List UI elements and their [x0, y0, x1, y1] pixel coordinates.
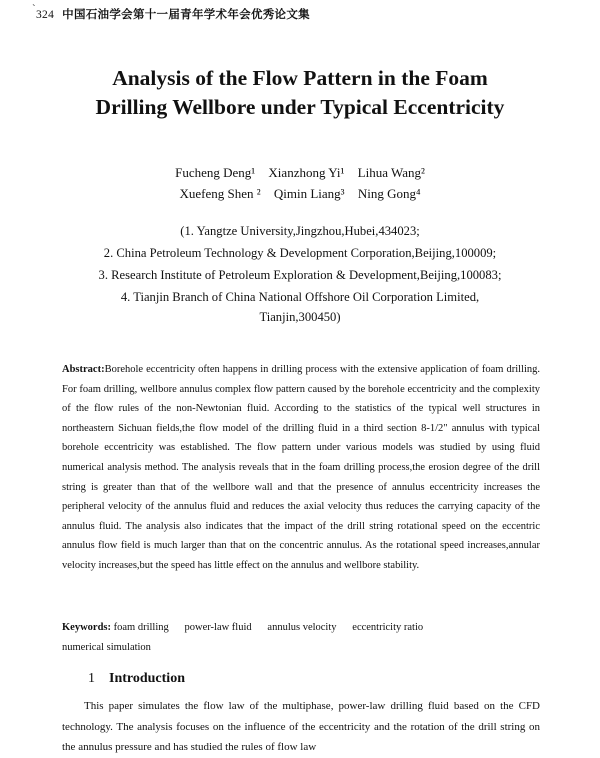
- section-heading-introduction: [88, 671, 185, 687]
- page-number-value: 324: [36, 9, 55, 21]
- abstract-label: Abstract:: [62, 364, 105, 375]
- running-head: [32, 3, 310, 22]
- section-title: Introduction: [109, 671, 185, 686]
- affiliation-line: 2. China Petroleum Technology & Development Corporation,Beijing,100009;: [103, 246, 497, 260]
- page-number-tick: `: [32, 3, 36, 15]
- keyword: foam drilling: [113, 622, 169, 633]
- abstract: [62, 360, 540, 576]
- affiliation-line: (1. Yangtze University,Jingzhou,Hubei,434023;: [180, 224, 420, 238]
- author: Fucheng Deng¹: [175, 165, 256, 180]
- authors-line-1: [0, 163, 600, 182]
- affiliation-line: 3. Research Institute of Petroleum Exploration & Development,Beijing,100083;: [98, 268, 502, 282]
- affiliation-line: Tianjin,300450): [259, 310, 341, 324]
- page-number: [32, 3, 55, 21]
- author: Ning Gong⁴: [357, 186, 421, 201]
- paper-title-line-1: Analysis of the Flow Pattern in the Foam: [112, 66, 488, 90]
- author: Lihua Wang²: [357, 165, 425, 180]
- section-number: 1: [88, 671, 95, 686]
- abstract-text: Borehole eccentricity often happens in drilling process with the extensive application of foam drilling. For foam drilling, wellbore annulus complex flow pattern caused by the borehole eccentricity and the complexity of the flow rules of the non-Newtonian fluid. According to the statistics of the typical well structures in northeastern Sichuan fields,the flow model of the drilling fluid in a third section 8-1/2" annulus with typical borehole eccentricity was established. The flow pattern under various models was studied by using fluid numerical analysis method. The analysis reveals that in the foam drilling process,the erosion degree of the drill string is greater than that of the wellbore wall and that the presence of annulus eccentricity increases the peripheral velocity of the annulus fluid and reduces the axial velocity thus reduces the carrying capacity of the annulus fluid. The analysis also indicates that the impact of the drill string rotational speed on the eccentric annulus flow field is much larger than that on the concentric annulus. As the rotational speed increases,annular velocity increases,but the speed has little effect on the annulus and wellbore stability.: [62, 364, 540, 571]
- keywords-label: Keywords:: [62, 622, 111, 633]
- introduction-paragraph: This paper simulates the flow law of the multiphase, power-law drilling fluid based on the CFD technology. The analysis focuses on the influence of the eccentricity and the rotation of the drill string on the annulus pressure and has studied the rules of flow law: [62, 700, 540, 753]
- proceedings-title: 中国石油学会第十一届青年学术年会优秀论文集: [62, 7, 310, 21]
- keyword: eccentricity ratio: [352, 622, 424, 633]
- author: Xuefeng Shen ²: [179, 186, 261, 201]
- authors-line-2: [0, 184, 600, 203]
- affiliation-line: 4. Tianjin Branch of China National Offshore Oil Corporation Limited,: [120, 290, 480, 304]
- keyword: power-law fluid: [184, 622, 252, 633]
- paper-title-line-2: Drilling Wellbore under Typical Eccentricity: [95, 95, 505, 119]
- author: Xianzhong Yi¹: [268, 165, 345, 180]
- keywords: [62, 618, 540, 657]
- keyword: annulus velocity: [267, 622, 337, 633]
- author: Qimin Liang³: [273, 186, 345, 201]
- keyword: numerical simulation: [62, 641, 151, 653]
